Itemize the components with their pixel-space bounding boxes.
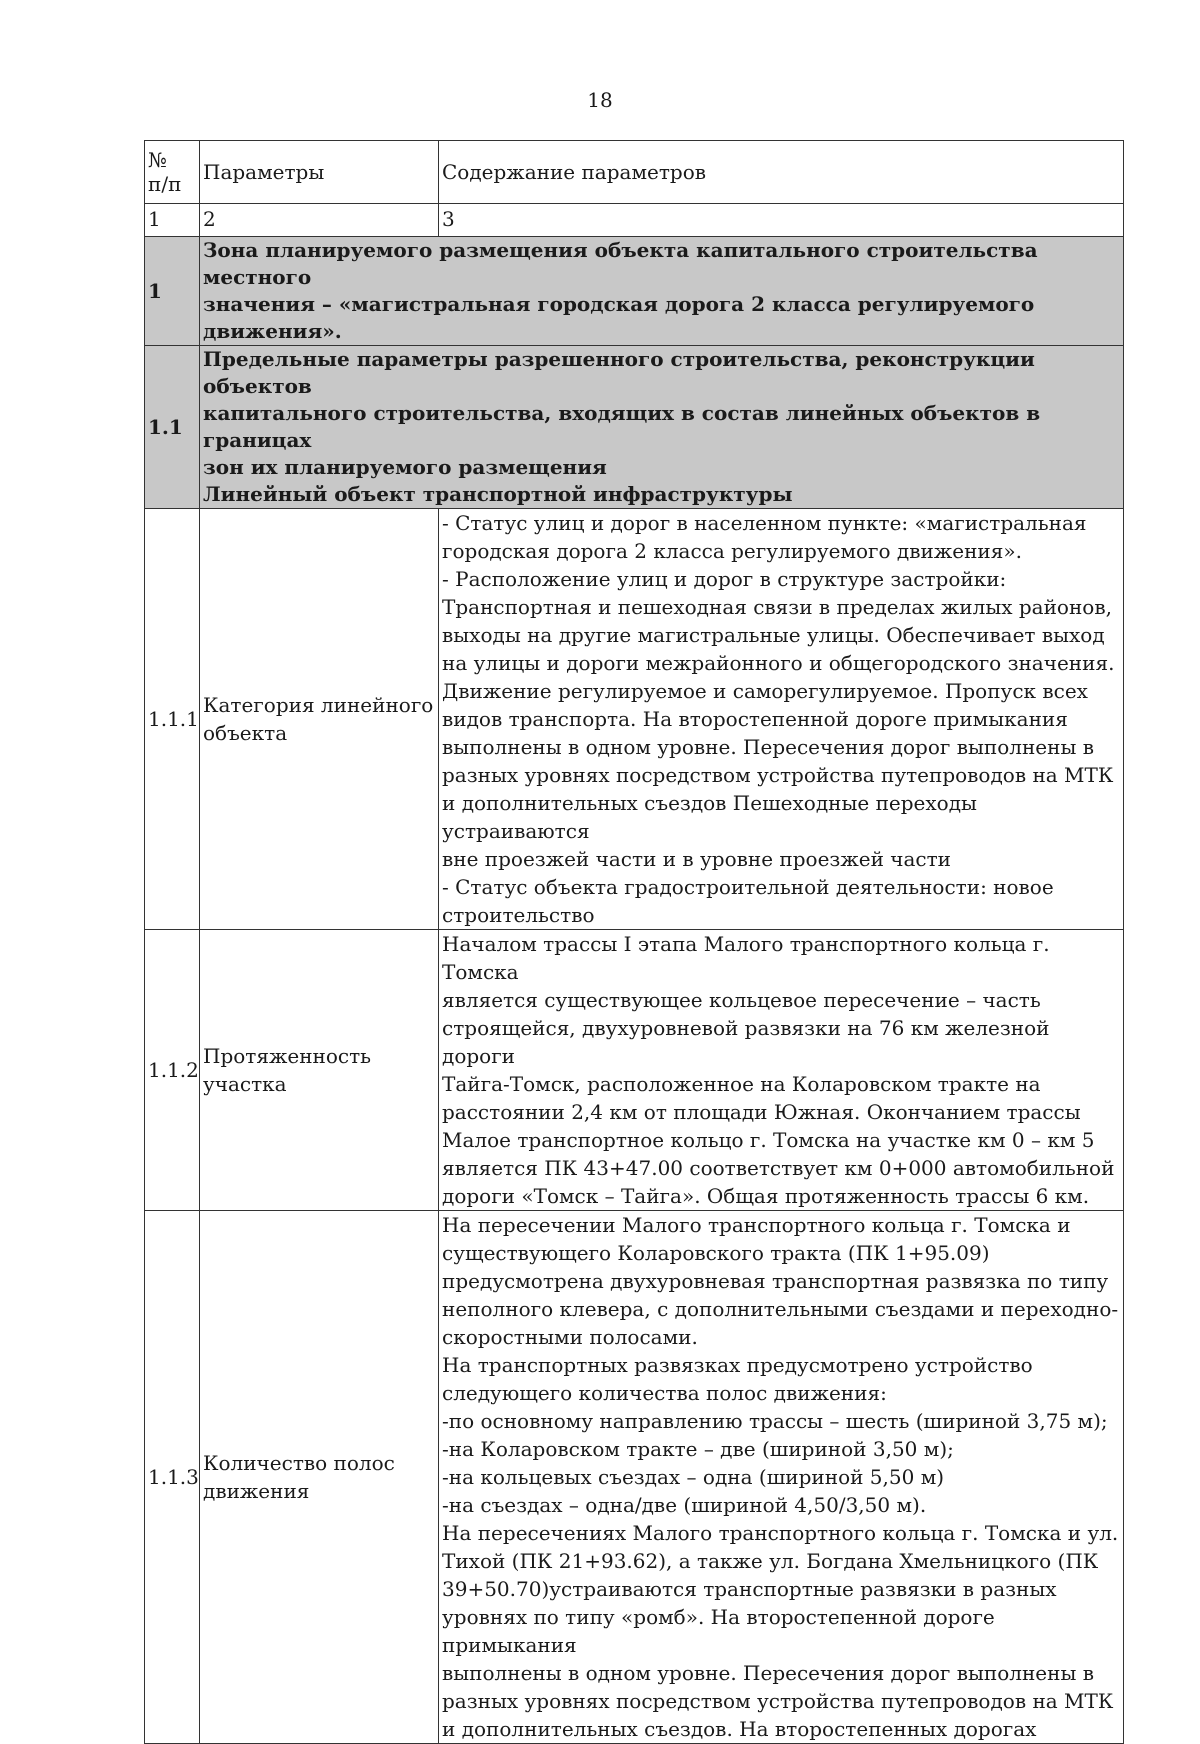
content-line: городская дорога 2 класса регулируемого движения».: [442, 539, 1022, 563]
content-line: является существующее кольцевое пересечение – часть: [442, 988, 1041, 1012]
row-parameter: [200, 930, 439, 1211]
content-line: расстоянии 2,4 км от площади Южная. Окончанием трассы: [442, 1100, 1081, 1124]
content-line: видов транспорта. На второстепенной дороге примыкания: [442, 707, 1068, 731]
content-line: Движение регулируемое и саморегулируемое. Пропуск всех: [442, 679, 1088, 703]
row-content: [439, 930, 1124, 1211]
table-header-row: [145, 141, 1124, 204]
section-1-title-line2: значения – «магистральная городская дорога 2 класса регулируемого движения».: [203, 292, 1035, 343]
content-line: разных уровнях посредством устройства путепроводов на МТК: [442, 1689, 1114, 1713]
index-cell-1: 1: [145, 204, 200, 237]
content-line: выполнены в одном уровне. Пересечения дорог выполнены в: [442, 1661, 1095, 1685]
content-line: Началом трассы I этапа Малого транспортного кольца г. Томска: [442, 932, 1050, 984]
section-row-1-1: [145, 346, 1124, 509]
content-line: разных уровнях посредством устройства путепроводов на МТК: [442, 763, 1114, 787]
content-line: предусмотрена двухуровневая транспортная развязка по типу: [442, 1269, 1109, 1293]
content-line: - Статус объекта градостроительной деятельности: новое: [442, 875, 1054, 899]
content-line: На пересечении Малого транспортного кольца г. Томска и: [442, 1213, 1071, 1237]
section-1-number: 1: [145, 237, 200, 346]
section-1-1-title-line2: капитального строительства, входящих в состав линейных объектов в границах: [203, 401, 1041, 452]
content-line: неполного клевера, с дополнительными съездами и переходно-: [442, 1297, 1119, 1321]
header-number-cell: [145, 141, 200, 204]
row-parameter-line2: движения: [203, 1479, 310, 1503]
index-cell-3: 3: [439, 204, 1124, 237]
row-number: 1.1.2: [145, 930, 200, 1211]
section-1-1-title-line1: Предельные параметры разрешенного строительства, реконструкции объектов: [203, 347, 1035, 398]
section-1-title: [200, 237, 1124, 346]
row-content: [439, 509, 1124, 930]
row-parameter-line1: Количество полос: [203, 1451, 395, 1475]
content-line: и дополнительных съездов Пешеходные переходы устраиваются: [442, 791, 977, 843]
content-line: выходы на другие магистральные улицы. Обеспечивает выход: [442, 623, 1105, 647]
header-number-line2: п/п: [148, 172, 182, 196]
content-line: выполнены в одном уровне. Пересечения дорог выполнены в: [442, 735, 1095, 759]
header-content-cell: Содержание параметров: [439, 141, 1124, 204]
section-1-1-title-line3: зон их планируемого размещения: [203, 455, 607, 479]
row-parameter-line2: участка: [203, 1072, 287, 1096]
table-row-1-1-3: [145, 1211, 1124, 1744]
section-1-1-number: 1.1: [145, 346, 200, 509]
row-content: [439, 1211, 1124, 1744]
table-row-1-1-1: [145, 509, 1124, 930]
content-line: скоростными полосами.: [442, 1325, 698, 1349]
section-1-1-title-line4: Линейный объект транспортной инфраструктуры: [203, 482, 793, 506]
table-row-1-1-2: [145, 930, 1124, 1211]
header-number-line1: №: [148, 148, 167, 172]
content-line: -на съездах – одна/две (шириной 4,50/3,50 м).: [442, 1493, 927, 1517]
content-line: - Статус улиц и дорог в населенном пункте: «магистральная: [442, 511, 1087, 535]
section-row-1: [145, 237, 1124, 346]
page-number: 18: [587, 88, 613, 112]
row-parameter: [200, 1211, 439, 1744]
content-line: является ПК 43+47.00 соответствует км 0+000 автомобильной: [442, 1156, 1115, 1180]
index-cell-2: 2: [200, 204, 439, 237]
row-parameter-line1: Протяженность: [203, 1044, 372, 1068]
content-line: существующего Коларовского тракта (ПК 1+95.09): [442, 1241, 990, 1265]
parameters-table: [144, 140, 1124, 1744]
content-line: -по основному направлению трассы – шесть (шириной 3,75 м);: [442, 1409, 1108, 1433]
header-param-cell: Параметры: [200, 141, 439, 204]
row-number: 1.1.1: [145, 509, 200, 930]
content-line: строящейся, двухуровневой развязки на 76 км железной дороги: [442, 1016, 1050, 1068]
content-line: дороги «Томск – Тайга». Общая протяженность трассы 6 км.: [442, 1184, 1090, 1208]
content-line: Тайга-Томск, расположенное на Коларовском тракте на: [442, 1072, 1041, 1096]
content-line: вне проезжей части и в уровне проезжей части: [442, 847, 952, 871]
content-line: Транспортная и пешеходная связи в пределах жилых районов,: [442, 595, 1112, 619]
content-line: и дополнительных съездов. На второстепенных дорогах: [442, 1717, 1037, 1741]
table-index-row: [145, 204, 1124, 237]
row-parameter-line2: объекта: [203, 721, 288, 745]
section-1-1-title: [200, 346, 1124, 509]
content-line: 39+50.70)устраиваются транспортные развязки в разных: [442, 1577, 1057, 1601]
content-line: Малое транспортное кольцо г. Томска на участке км 0 – км 5: [442, 1128, 1095, 1152]
content-line: уровнях по типу «ромб». На второстепенной дороге примыкания: [442, 1605, 995, 1657]
content-line: Тихой (ПК 21+93.62), а также ул. Богдана Хмельницкого (ПК: [442, 1549, 1099, 1573]
content-line: На транспортных развязках предусмотрено устройство: [442, 1353, 1033, 1377]
content-line: На пересечениях Малого транспортного кольца г. Томска и ул.: [442, 1521, 1119, 1545]
row-parameter: [200, 509, 439, 930]
row-number: 1.1.3: [145, 1211, 200, 1744]
content-line: на улицы и дороги межрайонного и общегородского значения.: [442, 651, 1115, 675]
content-line: следующего количества полос движения:: [442, 1381, 887, 1405]
content-line: - Расположение улиц и дорог в структуре застройки:: [442, 567, 1007, 591]
content-line: -на кольцевых съездах – одна (шириной 5,50 м): [442, 1465, 945, 1489]
row-parameter-line1: Категория линейного: [203, 693, 434, 717]
section-1-title-line1: Зона планируемого размещения объекта капитального строительства местного: [203, 238, 1038, 289]
content-line: -на Коларовском тракте – две (шириной 3,50 м);: [442, 1437, 954, 1461]
content-line: строительство: [442, 903, 595, 927]
